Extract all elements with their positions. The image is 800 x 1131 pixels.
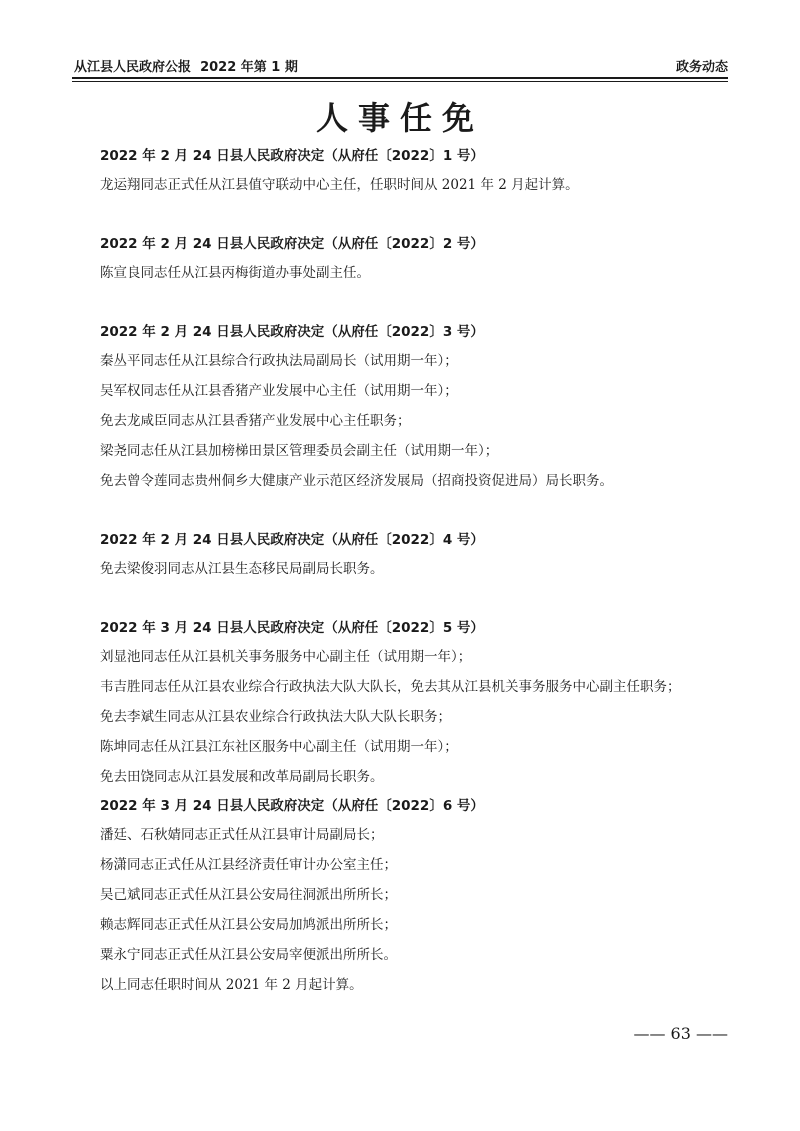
decision-section: [100, 318, 740, 496]
appointment-line: 龙运翔同志正式任从江县值守联动中心主任，任职时间从 2021 年 2 月起计算。: [100, 177, 579, 193]
header-column: 政务动态: [675, 60, 728, 75]
appointment-line: 免去田饶同志从江县发展和改革局副局长职务。: [100, 769, 384, 785]
section-heading: 2022 年 2 月 24 日县人民政府决定（从府任〔2022〕2 号）: [100, 236, 484, 252]
header-publication: 从江县人民政府公报: [74, 60, 192, 75]
header-publication-issue: [74, 60, 298, 76]
appointment-line: 陈坤同志任从江县江东社区服务中心副主任（试用期一年）；: [100, 739, 458, 755]
appointment-line: 赖志辉同志正式任从江县公安局加鸠派出所所长；: [100, 917, 397, 933]
decision-section: [100, 142, 740, 200]
page-title: 人事任免: [315, 99, 484, 137]
section-heading: 2022 年 3 月 24 日县人民政府决定（从府任〔2022〕5 号）: [100, 620, 484, 636]
appointment-line: 陈宣良同志任从江县丙梅街道办事处副主任。: [100, 265, 370, 281]
page-number-value: 63: [670, 1024, 691, 1043]
appointment-line: 杨潇同志正式任从江县经济责任审计办公室主任；: [100, 857, 397, 873]
appointment-note: 以上同志任职时间从 2021 年 2 月起计算。: [100, 977, 363, 993]
decision-section: [100, 230, 740, 288]
appointment-line: 免去梁俊羽同志从江县生态移民局副局长职务。: [100, 561, 384, 577]
page-number: —— 63 ——: [633, 1024, 728, 1043]
appointment-line: 免去龙咸臣同志从江县香猪产业发展中心主任职务；: [100, 413, 411, 429]
section-heading: 2022 年 3 月 24 日县人民政府决定（从府任〔2022〕6 号）: [100, 798, 484, 814]
section-heading: 2022 年 2 月 24 日县人民政府决定（从府任〔2022〕3 号）: [100, 324, 484, 340]
decision-section: [100, 792, 740, 1000]
section-heading: 2022 年 2 月 24 日县人民政府决定（从府任〔2022〕4 号）: [100, 532, 484, 548]
appointment-line: 粟永宁同志正式任从江县公安局宰便派出所所长。: [100, 947, 397, 963]
appointment-line: 韦吉胜同志任从江县农业综合行政执法大队大队长，免去其从江县机关事务服务中心副主任职务；: [100, 679, 681, 695]
section-heading: 2022 年 2 月 24 日县人民政府决定（从府任〔2022〕1 号）: [100, 148, 484, 164]
header-issue: 2022 年第 1 期: [200, 60, 298, 75]
document-body: [100, 142, 740, 1000]
decision-section: [100, 526, 740, 584]
decision-section: [100, 614, 740, 792]
appointment-line: 免去曾令莲同志贵州侗乡大健康产业示范区经济发展局（招商投资促进局）局长职务。: [100, 473, 613, 489]
appointment-line: 秦丛平同志任从江县综合行政执法局副局长（试用期一年）；: [100, 353, 458, 369]
appointment-line: 吴军权同志任从江县香猪产业发展中心主任（试用期一年）；: [100, 383, 458, 399]
appointment-line: 潘廷、石秋婧同志正式任从江县审计局副局长；: [100, 827, 384, 843]
header-rule-thick: [72, 77, 728, 79]
appointment-line: 免去李斌生同志从江县农业综合行政执法大队大队长职务；: [100, 709, 451, 725]
appointment-line: 刘显池同志任从江县机关事务服务中心副主任（试用期一年）；: [100, 649, 472, 665]
running-header: [72, 60, 728, 76]
header-rule-thin: [72, 81, 728, 82]
appointment-line: 吴己斌同志正式任从江县公安局往洞派出所所长；: [100, 887, 397, 903]
appointment-line: 梁尧同志任从江县加榜梯田景区管理委员会副主任（试用期一年）；: [100, 443, 499, 459]
